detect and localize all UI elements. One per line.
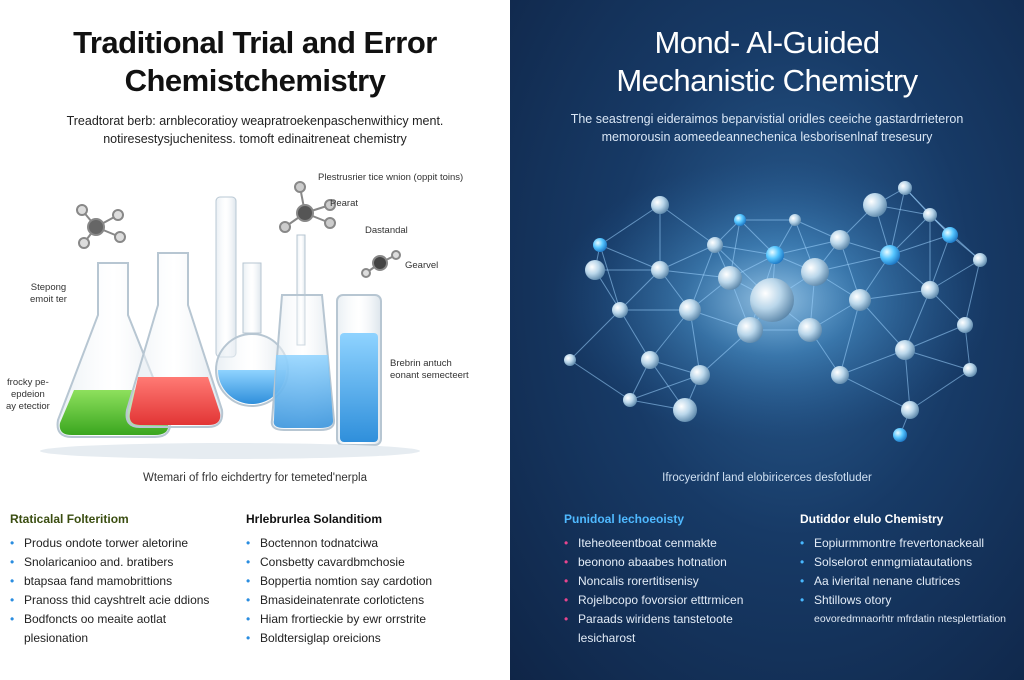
list-item: eovoredmnaorhtr mfrdatin ntespletrtiation — [814, 613, 1007, 625]
atom-node — [831, 366, 849, 384]
atom-node — [893, 428, 907, 442]
bullet-icon: • — [564, 574, 569, 588]
list-item: • Noncalis rorertitisenisy — [564, 572, 794, 591]
red-erlenmeyer-flask — [127, 253, 223, 427]
bullet-icon: • — [800, 574, 805, 588]
callout-pearat: Pearat — [330, 198, 358, 209]
atom-node — [593, 238, 607, 252]
list-item: • Consbetty cavardbmchosie — [246, 553, 476, 572]
right-subtitle-line1: The seastrengi eideraimos beparvistial oridles ceeiche gastardrrieteron — [570, 112, 964, 126]
atom-node — [673, 398, 697, 422]
atom-node — [707, 237, 723, 253]
atom-node — [798, 318, 822, 342]
right-title-line1: Mond- Al-Guided — [654, 25, 880, 60]
right-subtitle — [530, 110, 1004, 146]
bullet-icon: • — [246, 631, 251, 645]
list-item: • btapsaa fand mamobrittions — [10, 572, 240, 591]
bullet-icon: • — [800, 536, 805, 550]
left-panel — [0, 0, 510, 680]
atom-node — [585, 260, 605, 280]
right-column-1 — [564, 512, 794, 648]
bullet-icon: • — [564, 612, 569, 626]
left-title-line2: Chemistchemistry — [124, 63, 386, 98]
left-col1-heading: Rtaticalal Folteritiom — [10, 512, 129, 526]
bullet-icon: • — [800, 593, 805, 607]
list-item: • Eopiurmmontre frevertonackeall — [800, 534, 1015, 553]
atom-node — [737, 317, 763, 343]
molecular-network-illustration — [510, 160, 1024, 460]
atom-node — [690, 365, 710, 385]
list-item: • Pranoss thid cayshtrelt acie ddions — [10, 591, 240, 610]
left-title — [0, 24, 510, 100]
list-item: • Paraads wiridens tanstetoote lesicharost — [564, 612, 733, 645]
right-title — [510, 24, 1024, 100]
list-item: • Shtillows otory — [800, 591, 1015, 610]
list-item: • Boctennon todnatciwa — [246, 534, 476, 553]
right-col2-list — [800, 534, 1015, 629]
left-subtitle-line1: Treadtorat berb: arnblecoratioy weapratroekenpaschenwithicy ment. — [66, 114, 444, 128]
atom-node — [623, 393, 637, 407]
right-col1-list — [564, 534, 794, 648]
atom-node — [957, 317, 973, 333]
atom-node — [898, 181, 912, 195]
bullet-icon: • — [246, 593, 251, 607]
atom-node — [766, 246, 784, 264]
atom-node — [734, 214, 746, 226]
atom-node — [612, 302, 628, 318]
bullet-icon: • — [10, 555, 15, 569]
right-panel — [510, 0, 1024, 680]
atom-node — [830, 230, 850, 250]
atom-node — [963, 363, 977, 377]
bullet-icon: • — [246, 574, 251, 588]
bullet-icon: • — [10, 536, 15, 550]
list-item: • Bodfoncts oo meaite aotlat plesionation — [10, 612, 167, 645]
atom-node — [895, 340, 915, 360]
bullet-icon: • — [10, 574, 15, 588]
list-item: • Solselorot enmgmiatautations — [800, 553, 1015, 572]
atom-node — [863, 193, 887, 217]
callout-dastandal: Dastandal — [365, 225, 408, 236]
right-column-2 — [800, 512, 1015, 629]
callout-stepong: Stepong emoit ter — [30, 282, 67, 305]
atom-node — [651, 196, 669, 214]
left-col2-heading: Hrlebrurlea Solanditiom — [246, 512, 383, 526]
list-item: • Aa ivierital nenane clutrices — [800, 572, 1015, 591]
separatory-funnel — [272, 235, 334, 430]
left-column-1 — [10, 512, 240, 648]
callout-top-right: Plestrusrier tice wnion (oppit toins) — [318, 172, 464, 183]
right-subtitle-line2: memorousin aomeedeannechenica lesborisenlnaf tresesury — [601, 130, 933, 144]
list-item: • Bmasideinatenrate corlotictens — [246, 591, 476, 610]
burette-icon — [216, 197, 236, 357]
left-column-2 — [246, 512, 476, 648]
atom-node — [921, 281, 939, 299]
list-item: • Rojelbcopo fovorsior etttrmicen — [564, 591, 794, 610]
bullet-icon: • — [246, 536, 251, 550]
atom-node — [789, 214, 801, 226]
atom-node — [564, 354, 576, 366]
list-item: • Boldtersiglap oreicions — [246, 629, 476, 648]
bullet-icon: • — [564, 555, 569, 569]
right-caption: Ifrocyeridnf land elobiricerces desfotluder — [662, 472, 872, 484]
left-col1-list — [10, 534, 240, 648]
right-col1-heading: Punidoal Iechoeoisty — [564, 512, 685, 526]
left-subtitle-line2: notiresestysjuchenitess. tomoft edinaitreneat chemistry — [103, 132, 407, 146]
atom-node — [651, 261, 669, 279]
list-item: • Hiam frortieckie by ewr orrstrite — [246, 610, 476, 629]
left-col2-list — [246, 534, 476, 648]
list-item: • beonono abaabes hotnation — [564, 553, 794, 572]
molecule-model-icon — [280, 182, 335, 232]
callout-brebrin: Brebrin antuch eonant semecteert — [390, 358, 469, 381]
bullet-icon: • — [564, 536, 569, 550]
atom-node — [801, 258, 829, 286]
lab-glassware-illustration — [0, 165, 510, 465]
molecule-model-icon — [362, 251, 400, 277]
graduated-cylinder — [337, 295, 381, 445]
bullet-icon: • — [246, 555, 251, 569]
left-title-line1: Traditional Trial and Error — [73, 25, 437, 60]
atom-node — [679, 299, 701, 321]
atom-node — [901, 401, 919, 419]
bullet-icon: • — [800, 555, 805, 569]
left-subtitle — [20, 112, 490, 148]
atom-node — [923, 208, 937, 222]
atom-node — [973, 253, 987, 267]
list-item: • Snolaricanioo and. bratibers — [10, 553, 240, 572]
left-caption: Wtemari of frlo eichdertry for temeted'nerpla — [143, 472, 367, 484]
right-col2-heading: Dutiddor elulo Chemistry — [800, 512, 944, 526]
bullet-icon: • — [10, 612, 15, 626]
callout-gearvel: Gearvel — [405, 260, 439, 271]
callout-frocky: frocky pe- epdeion ay etectior — [6, 377, 50, 412]
atom-node — [942, 227, 958, 243]
atom-node — [641, 351, 659, 369]
list-item: • Produs ondote torwer aletorine — [10, 534, 240, 553]
list-item: • Iteheoteentboat cenmakte — [564, 534, 794, 553]
atom-node — [718, 266, 742, 290]
atom-node — [880, 245, 900, 265]
bullet-icon: • — [564, 593, 569, 607]
atom-node — [849, 289, 871, 311]
list-item: • Boppertia nomtion say cardotion — [246, 572, 476, 591]
bullet-icon: • — [246, 612, 251, 626]
molecule-model-icon — [77, 205, 125, 248]
atom-node — [750, 278, 794, 322]
bullet-icon: • — [10, 593, 15, 607]
right-title-line2: Mechanistic Chemistry — [616, 63, 918, 98]
